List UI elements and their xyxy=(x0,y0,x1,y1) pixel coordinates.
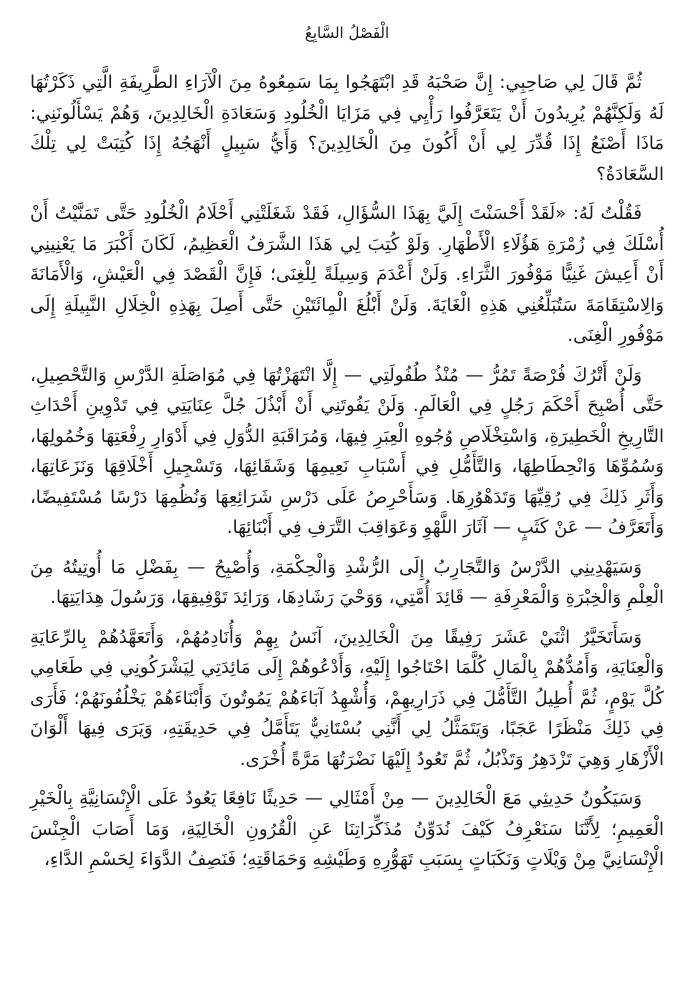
paragraph: وَسَيَكُونُ حَدِيثِي مَعَ الْخَالِدِينَ — مِنْ أَمْثَالِي — حَدِيثًا نَافِعًا يَعُودُ عَلَى الْإِنْسَانِيَّةِ بِالْخَيْرِ الْعَمِيمِ؛ لِأَنَّنَا سَنَعْرِفُ كَيْفَ نُدَوِّنُ مُذَكِّرَاتِنَا عَنِ الْقُرُونِ الْخَالِيَةِ، وَمَا أَصَابَ الْجِنْسَ الْإِنْسَانِيَّ مِنْ وَيْلَاتٍ وَنَكَبَاتٍ بِسَبَبِ تَهَوُّرِهِ وَطَيْشِهِ وَحَمَاقَتِهِ؛ فَنَصِفُ الدَّوَاءَ لِحَسْمِ الدَّاءِ، xyxy=(30,788,664,870)
paragraph: وَسَيَهْدِينِي الدَّرْسُ وَالتَّجَارِبُ إِلَى الرُّشْدِ وَالْحِكْمَةِ، وَأُصْبِحُ — بِفَضْلِ مَا أُوتِيتُهُ مِنَ الْعِلْمِ وَالْخِبْرَةِ وَالْمَعْرِفَةِ — قَائِدَ أُمَّتِي، وَوَحْيَ رَشَادِهَا، وَرَائِدَ تَوْفِيقِهَا، وَرَسُولَ هِدَايَتِهَا. xyxy=(30,556,664,608)
paragraph: وَلَنْ أَتْرُكَ فُرْصَةً تَمُرُّ — مُنْذُ طُفُولَتِي — إِلَّا انْتَهَزْتُهَا فِي مُوَاصَلَةِ الدَّرْسِ وَالتَّحْصِيلِ، حَتَّى أُصْبِحَ أَحْكَمَ رَجُلٍ فِي الْعَالَمِ. وَلَنْ يَفُوتَنِي أَنْ أَبْذُلَ جُلَّ عِنَايَتِي فِي تَدْوِينِ أَحْدَاثِ التَّارِيخِ الْخَطِيرَةِ، وَاسْتِخْلَاصِ وُجُوهِ الْعِبَرِ فِيهَا، وَمُرَاقَبَةِ الدُّوَلِ فِي أَدْوَارِ رِفْعَتِهَا وَخُمُولِهَا، وَسُمُوِّهَا وَانْحِطَاطِهَا، وَالتَّأَمُّلِ فِي أَسْبَابِ نَعِيمِهَا وَشَقَائِهَا، وَتَسْجِيلِ أَخْلَاقِهَا وَنَزَعَاتِهَا، وَأَثَرِ ذَلِكَ فِي رُقِيِّهَا وَتَدَهْوُرِهَا. وَسَأَحْرِصُ عَلَى دَرْسِ شَرَائِعِهَا وَنُظُمِهَا دَرْسًا مُسْتَفِيضًا، وَأَتَعَرَّفُ — عَنْ كَثَبٍ — آثَارَ اللَّهْوِ وَعَوَاقِبَ التَّرَفِ فِي أَبْنَائِهَا. xyxy=(30,364,664,538)
chapter-body xyxy=(30,68,664,876)
paragraph: وَسَأَتَخَيَّرُ اثْنَيْ عَشَرَ رَفِيقًا مِنَ الْخَالِدِينَ، آنَسُ بِهِمْ وَأُنَادِمُهُمْ، وَأَتَعَهَّدُهُمْ بِالرِّعَايَةِ وَالْعِنَايَةِ، وَأَمُدُّهُمْ بِالْمَالِ كُلَّمَا احْتَاجُوا إِلَيْهِ، وَأَدْعُوهُمْ إِلَى مَائِدَتِي لِيَشْرَكُونِي فِي طَعَامِي كُلَّ يَوْمٍ، ثُمَّ أُطِيلُ التَّأَمُّلَ فِي ذَرَارِيهِمْ، وَأُشْهِدُ آبَاءَهُمْ يَمُوتُونَ وَأَبْنَاءَهُمْ يَخْلُفُونَهُمْ؛ فَأَرَى فِي ذَلِكَ مَنْظَرًا عَجَبًا، وَيَتَمَثَّلُ لِي أَنَّنِي بُسْتَانِيٌّ يَتَأَمَّلُ فِي حَدِيقَتِهِ، وَيَرَى فِيهَا أَلْوَانَ الْأَزْهَارِ وَهِيَ تَزْدَهِرُ وَتَذْبُلُ، ثُمَّ تَعُودُ إِلَيْهَا نَضْرَتُهَا مَرَّةً أُخْرَى. xyxy=(30,626,664,770)
paragraph: ثُمَّ قَالَ لِي صَاحِبِي: إِنَّ صَحْبَهُ قَدِ ابْتَهَجُوا بِمَا سَمِعُوهُ مِنَ الْآرَاءِ الطَّرِيفَةِ الَّتِي ذَكَرْتُهَا لَهُ وَلَكِنَّهُمْ يُرِيدُونَ أَنْ يَتَعَرَّفُوا رَأْيِي فِي مَزَايَا الْخُلُودِ وَسَعَادَةِ الْخَالِدِينَ، وَهُمْ يَسْأَلُونَنِي: مَاذَا أَصْنَعُ إِذَا قُدِّرَ لِي أَنْ أَكُونَ مِنَ الْخَالِدِينَ؟ وَأَيُّ سَبِيلٍ أَنْهَجُهُ إِذَا كُتِبَتْ لِي تِلْكَ السَّعَادَةُ؟ xyxy=(30,72,664,185)
chapter-title: الْفَصْلُ السَّابِعُ xyxy=(304,24,390,42)
book-page xyxy=(30,22,664,982)
paragraph: فَقُلْتُ لَهُ: «لَقَدْ أَحْسَنْتَ إِلَيَّ بِهَذَا السُّؤَالِ، فَقَدْ شَغَلَتْنِي أَحْلَامُ الْخُلُودِ حَتَّى تَمَنَّيْتُ أَنْ أُسْلَكَ فِي زُمْرَةِ هَؤُلَاءِ الْأَطْهَارِ. وَلَوْ كُتِبَ لِي هَذَا الشَّرَفُ الْعَظِيمُ، لَكَانَ أَكْبَرَ مَا يَعْنِينِي أَنْ أَعِيشَ غَنِيًّا مَوْفُورَ الثَّرَاءِ. وَلَنْ أَعْدَمَ وَسِيلَةً لِلْغِنَى؛ فَإِنَّ الْقَصْدَ فِي الْعَيْشِ، وَالْأَمَانَةَ وَالِاسْتِقَامَةَ سَتُبَلِّغُنِي هَذِهِ الْغَايَةَ. وَلَنْ أَبْلُغَ الْمِائَتَيْنِ حَتَّى أَصِلَ بِهَذِهِ الْخِلَالِ النَّبِيلَةِ إِلَى مَوْفُورِ الْغِنَى. xyxy=(30,203,664,346)
